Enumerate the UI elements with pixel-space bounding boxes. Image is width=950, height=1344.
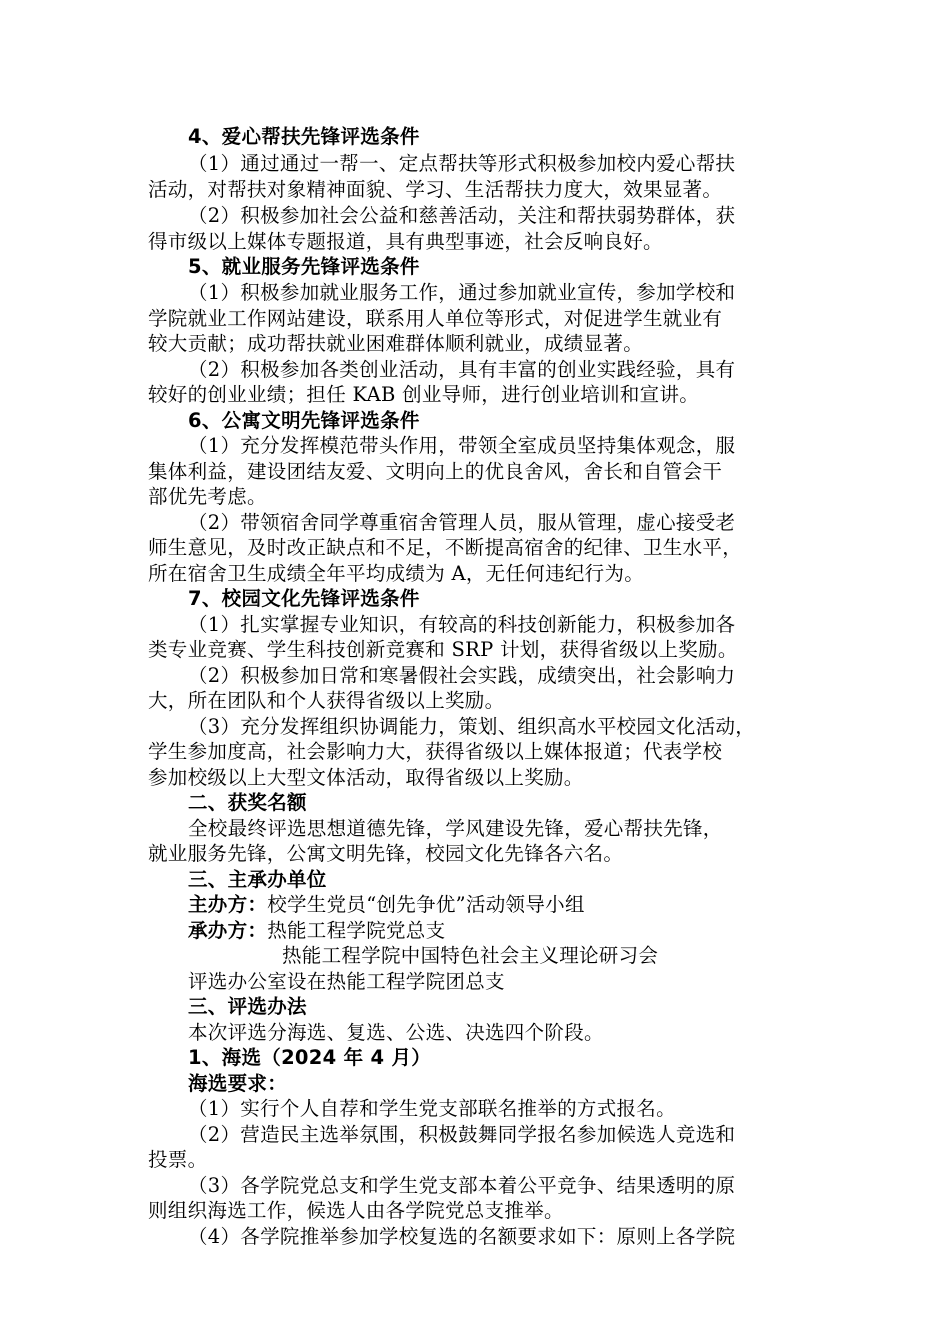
paragraph-line: （2）积极参加社会公益和慈善活动，关注和帮扶弱势群体，获 [188, 204, 736, 227]
paragraph-line: 全校最终评选思想道德先锋，学风建设先锋，爱心帮扶先锋， [188, 817, 723, 840]
heading-campus-culture: 7、校园文化先锋评选条件 [188, 587, 420, 610]
paragraph-line: （1）扎实掌握专业知识，有较高的科技创新能力，积极参加各 [188, 613, 736, 636]
paragraph-line: 学生参加度高，社会影响力大，获得省级以上媒体报道；代表学校 [148, 740, 723, 763]
paragraph-line: 活动，对帮扶对象精神面貌、学习、生活帮扶力度大，效果显著。 [148, 178, 723, 201]
paragraph-line: （2）积极参加日常和寒暑假社会实践，成绩突出，社会影响力 [188, 664, 736, 687]
heading-employment-service: 5、就业服务先锋评选条件 [188, 255, 420, 278]
paragraph-line: （4）各学院推举参加学校复选的名额要求如下：原则上各学院 [188, 1225, 736, 1248]
paragraph-line: 就业服务先锋，公寓文明先锋，校园文化先锋各六名。 [148, 842, 624, 865]
paragraph-line: 评选办公室设在热能工程学院团总支 [188, 970, 505, 993]
paragraph-line: 则组织海选工作，候选人由各学院党总支推举。 [148, 1199, 564, 1222]
paragraph-line: （2）带领宿舍同学尊重宿舍管理人员，服从管理，虚心接受老 [188, 511, 736, 534]
paragraph-line: （3）充分发挥组织协调能力，策划、组织高水平校园文化活动， [188, 715, 756, 738]
paragraph-line: 集体利益，建设团结友爱、文明向上的优良舍风，舍长和自管会干 [148, 460, 723, 483]
heading-selection-method: 三、评选办法 [188, 995, 307, 1018]
paragraph-line: 所在宿舍卫生成绩全年平均成绩为 A，无任何违纪行为。 [148, 562, 645, 585]
organizer-value-2: 热能工程学院中国特色社会主义理论研习会 [282, 944, 659, 967]
paragraph-line: 师生意见，及时改正缺点和不足，不断提高宿舍的纪律、卫生水平， [148, 536, 743, 559]
heading-organizers: 三、主承办单位 [188, 868, 327, 891]
paragraph-line: （1）充分发挥模范带头作用，带领全室成员坚持集体观念，服 [188, 434, 736, 457]
heading-preliminary: 1、海选（2024 年 4 月） [188, 1046, 432, 1069]
heading-preliminary-requirements: 海选要求： [188, 1072, 288, 1095]
organizer-line [188, 918, 445, 944]
host-line [188, 892, 585, 918]
paragraph-line: （3）各学院党总支和学生党支部本着公平竞争、结果透明的原 [188, 1174, 736, 1197]
heading-dorm-civility: 6、公寓文明先锋评选条件 [188, 409, 420, 432]
paragraph-line: （2）积极参加各类创业活动，具有丰富的创业实践经验，具有 [188, 358, 736, 381]
heading-award-quota: 二、获奖名额 [188, 791, 307, 814]
paragraph-line: （1）通过通过一帮一、定点帮扶等形式积极参加校内爱心帮扶 [188, 152, 736, 175]
paragraph-line: （1）实行个人自荐和学生党支部联名推举的方式报名。 [188, 1097, 676, 1120]
organizer-label: 承办方： [188, 919, 268, 942]
paragraph-line: 部优先考虑。 [148, 485, 267, 508]
paragraph-line: 较大贡献；成功帮扶就业困难群体顺利就业，成绩显著。 [148, 332, 644, 355]
paragraph-line: 较好的创业业绩；担任 KAB 创业导师，进行创业培训和宣讲。 [148, 383, 700, 406]
paragraph-line: 本次评选分海选、复选、公选、决选四个阶段。 [188, 1021, 604, 1044]
host-label: 主办方： [188, 893, 268, 916]
organizer-value: 热能工程学院党总支 [267, 919, 446, 942]
paragraph-line: 参加校级以上大型文体活动，取得省级以上奖励。 [148, 766, 584, 789]
paragraph-line: （2）营造民主选举氛围，积极鼓舞同学报名参加候选人竞选和 [188, 1123, 736, 1146]
paragraph-line: 得市级以上媒体专题报道，具有典型事迹，社会反响良好。 [148, 230, 663, 253]
paragraph-line: 学院就业工作网站建设，联系用人单位等形式，对促进学生就业有 [148, 307, 723, 330]
paragraph-line: 类专业竞赛、学生科技创新竞赛和 SRP 计划，获得省级以上奖励。 [148, 638, 738, 661]
paragraph-line: 投票。 [148, 1148, 208, 1171]
paragraph-line: （1）积极参加就业服务工作，通过参加就业宣传，参加学校和 [188, 281, 736, 304]
host-value: 校学生党员“创先争优”活动领导小组 [267, 893, 585, 916]
paragraph-line: 大，所在团队和个人获得省级以上奖励。 [148, 689, 505, 712]
heading-love-support: 4、爱心帮扶先锋评选条件 [188, 125, 420, 148]
